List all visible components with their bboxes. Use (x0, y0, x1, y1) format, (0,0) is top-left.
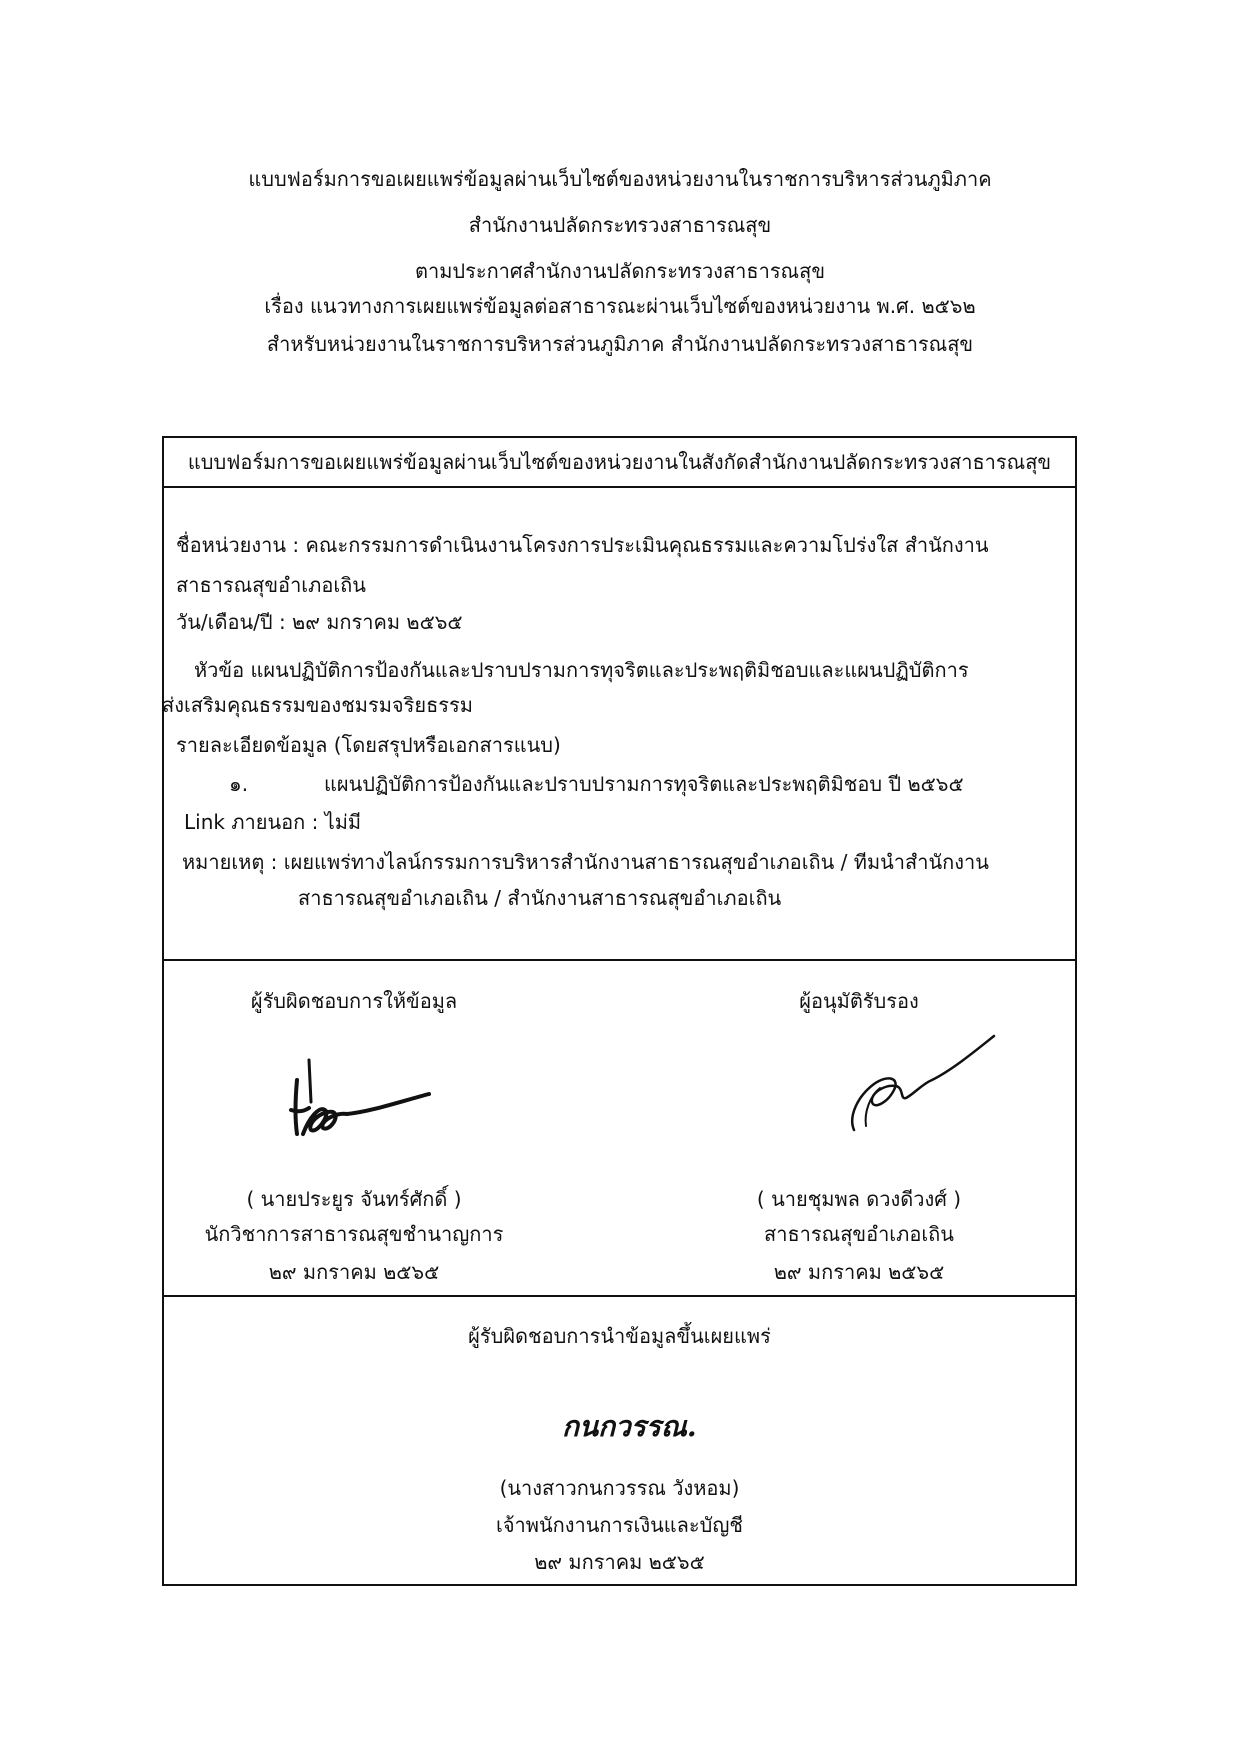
right-signer-position: สาธารณสุขอำเภอเถิน (764, 1222, 954, 1246)
left-signature-image (289, 1050, 459, 1140)
right-role-label: ผู้อนุมัติรับรอง (799, 989, 919, 1013)
form-title: แบบฟอร์มการขอเผยแพร่ข้อมูลผ่านเว็บไซต์ของหน่วยงานในสังกัดสำนักงานปลัดกระทรวงสาธารณสุข (187, 450, 1052, 474)
header-line-1: แบบฟอร์มการขอเผยแพร่ข้อมูลผ่านเว็บไซต์ของหน่วยงานในราชการบริหารส่วนภูมิภาค (248, 167, 992, 191)
publisher-position: เจ้าพนักงานการเงินและบัญชี (496, 1513, 743, 1537)
header-line-5: สำหรับหน่วยงานในราชการบริหารส่วนภูมิภาค สำนักงานปลัดกระทรวงสาธารณสุข (266, 332, 974, 356)
agency-line-2: สาธารณสุขอำเภอเถิน (176, 573, 366, 597)
divider-publisher (164, 1295, 1075, 1297)
header-line-4: เรื่อง แนวทางการเผยแพร่ข้อมูลต่อสาธารณะผ่านเว็บไซต์ของหน่วยงาน พ.ศ. ๒๕๖๒ (264, 294, 976, 318)
publisher-date: ๒๙ มกราคม ๒๕๖๕ (534, 1550, 705, 1574)
topic-line-1: หัวข้อ แผนปฏิบัติการป้องกันและปราบปรามการทุจริตและประพฤติมิชอบและแผนปฏิบัติการ (194, 658, 969, 682)
publisher-role-label: ผู้รับผิดชอบการนำข้อมูลขึ้นเผยแพร่ (468, 1324, 771, 1348)
left-signer-position: นักวิชาการสาธารณสุขชำนาญการ (204, 1222, 504, 1246)
publisher-signature-image (556, 1402, 716, 1450)
divider-title (164, 486, 1075, 488)
link-line: Link ภายนอก : ไม่มี (184, 810, 362, 834)
topic-line-2: ส่งเสริมคุณธรรมของชมรมจริยธรรม (162, 693, 473, 717)
left-signer-name: ( นายประยูร จันทร์ศักดิ์ ) (246, 1187, 462, 1211)
remark-line-1: หมายเหตุ : เผยแพร่ทางไลน์กรรมการบริหารสำนักงานสาธารณสุขอำเภอเถิน / ทีมนำสำนักงาน (182, 850, 989, 874)
right-signature-image (844, 1026, 1004, 1136)
item-number: ๑. (229, 772, 249, 796)
form-box (162, 436, 1077, 1586)
remark-line-2: สาธารณสุขอำเภอเถิน / สำนักงานสาธารณสุขอำเภอเถิน (298, 886, 782, 910)
date-line: วัน/เดือน/ปี : ๒๙ มกราคม ๒๕๖๕ (176, 610, 463, 634)
details-label: รายละเอียดข้อมูล (โดยสรุปหรือเอกสารแนบ) (176, 733, 561, 757)
item-text: แผนปฏิบัติการป้องกันและปราบปรามการทุจริตและประพฤติมิชอบ ปี ๒๕๖๕ (324, 772, 964, 796)
right-signer-name: ( นายชุมพล ดวงดีวงศ์ ) (756, 1187, 962, 1211)
header-line-2: สำนักงานปลัดกระทรวงสาธารณสุข (468, 213, 772, 237)
left-signer-date: ๒๙ มกราคม ๒๕๖๕ (268, 1260, 440, 1284)
header-line-3: ตามประกาศสำนักงานปลัดกระทรวงสาธารณสุข (414, 259, 825, 283)
agency-line-1: ชื่อหน่วยงาน : คณะกรรมการดำเนินงานโครงการประเมินคุณธรรมและความโปร่งใส สำนักงาน (176, 533, 989, 557)
divider-signatures (164, 959, 1075, 961)
left-role-label: ผู้รับผิดชอบการให้ข้อมูล (250, 989, 458, 1013)
svg-text:กนกวรรณ.: กนกวรรณ. (562, 1410, 697, 1443)
publisher-name: (นางสาวกนกวรรณ วังหอม) (499, 1476, 740, 1500)
right-signer-date: ๒๙ มกราคม ๒๕๖๕ (773, 1260, 945, 1284)
